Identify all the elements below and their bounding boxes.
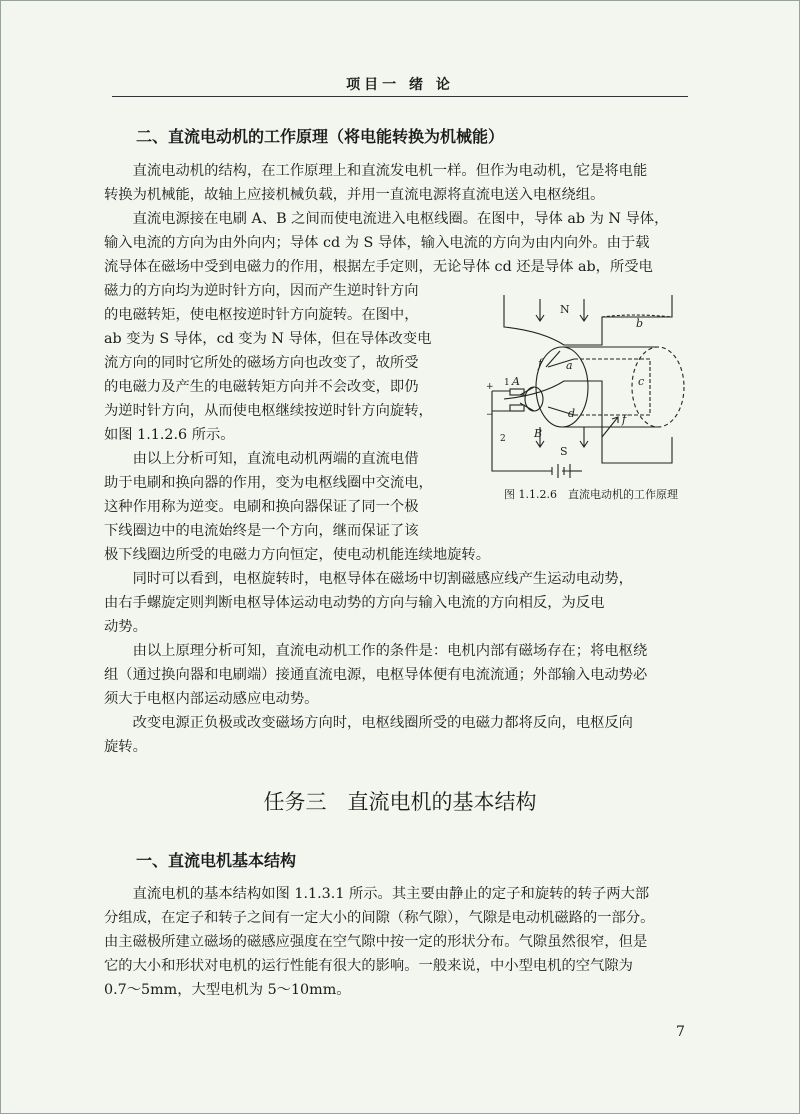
text-line: 同时可以看到，电枢旋转时，电枢导体在磁场中切割磁感应线产生运动电动势， <box>104 571 633 587</box>
figure-label-plus: + <box>486 382 494 392</box>
figure-caption: 图 1.1.2.6 直流电动机的工作原理 <box>504 488 678 501</box>
figure-label-2: 2 <box>500 434 506 444</box>
text-line: 这种作用称为逆变。电刷和换向器保证了同一个极 <box>104 499 419 515</box>
text-line: 助于电刷和换向器的作用，变为电枢线圈中交流电， <box>104 475 433 491</box>
text-line: 的电磁力及产生的电磁转矩方向并不会改变，即仍 <box>104 379 419 395</box>
text-line: 磁力的方向均为逆时针方向，因而产生逆时针方向 <box>104 283 419 299</box>
figure-label-n: N <box>560 303 570 316</box>
figure-label-brush-a: A <box>512 375 520 388</box>
section-heading-basic-structure: 一、直流电机基本结构 <box>136 851 297 870</box>
text-line: 改变电源正负极或改变磁场方向时，电枢线圈所受的电磁力都将反向，电枢反向 <box>104 715 633 731</box>
text-line: 直流电源接在电刷 A、B 之间而使电流进入电枢线圈。在图中，导体 ab 为 N 导体， <box>104 211 669 227</box>
figure-label-brush-b: B <box>534 427 543 440</box>
text-line: 0.7～5mm，大型电机为 5～10mm。 <box>104 982 351 998</box>
text-line: 组（通过换向器和电刷端）接通直流电源，电枢导体便有电流流通；外部输入电动势必 <box>104 667 648 683</box>
figure-label-a: a <box>566 359 573 372</box>
text-line: 由右手螺旋定则判断电枢导体运动电动势的方向与输入电流的方向相反，为反电 <box>104 595 605 611</box>
text-line: 分组成，在定子和转子之间有一定大小的间隙（称气隙），气隙是电动机磁路的一部分。 <box>104 910 655 926</box>
figure-label-minus: − <box>486 410 494 420</box>
running-head: 项目一 绪 论 <box>346 77 454 93</box>
figure-label-s: S <box>560 445 568 458</box>
text-line: 由主磁极所建立磁场的磁感应强度在空气隙中按一定的形状分布。气隙虽然很窄，但是 <box>104 934 648 950</box>
text-line: 的电磁转矩，使电枢按逆时针方向旋转。在图中， <box>104 307 419 323</box>
text-line: 转换为机械能，故轴上应接机械负载，并用一直流电源将直流电送入电枢绕组。 <box>104 187 605 203</box>
dc-motor-diagram <box>482 287 692 487</box>
text-line: 下线圈边中的电流始终是一个方向，继而保证了该 <box>104 523 419 539</box>
text-line: 由以上原理分析可知，直流电动机工作的条件是：电机内部有磁场存在；将电枢绕 <box>104 643 648 659</box>
figure-label-1: 1 <box>504 378 510 388</box>
header-rule <box>112 96 688 97</box>
text-line: ab 变为 S 导体，cd 变为 N 导体，但在导体改变电 <box>104 331 432 347</box>
text-line: 须大于电枢内部运动感应电动势。 <box>104 691 319 707</box>
text-line: 它的大小和形状对电机的运行性能有很大的影响。一般来说，中小型电机的空气隙为 <box>104 958 633 974</box>
figure-label-f-upper: f <box>538 357 543 370</box>
figure-label-b: b <box>636 317 644 330</box>
text-line: 旋转。 <box>104 739 147 755</box>
text-line: 流导体在磁场中受到电磁力的作用，根据左手定则，无论导体 cd 还是导体 ab，所受电 <box>104 259 653 275</box>
page-number: 7 <box>676 1024 685 1040</box>
text-line: 直流电机的基本结构如图 1.1.3.1 所示。其主要由静止的定子和旋转的转子两大部 <box>104 886 650 902</box>
text-line: 由以上分析可知，直流电动机两端的直流电借 <box>104 451 419 467</box>
figure-label-d: d <box>568 407 576 420</box>
section-heading-working-principle: 二、直流电动机的工作原理（将电能转换为机械能） <box>136 127 505 146</box>
text-line: 直流电动机的结构，在工作原理上和直流发电机一样。但作为电动机，它是将电能 <box>104 163 648 179</box>
figure-label-f-lower: f <box>622 413 627 426</box>
text-line: 极下线圈边所受的电磁力方向恒定，使电动机能连续地旋转。 <box>104 547 491 563</box>
task-heading: 任务三 直流电机的基本结构 <box>263 790 537 814</box>
figure-label-c: c <box>638 375 645 388</box>
text-line: 流方向的同时它所处的磁场方向也改变了，故所受 <box>104 355 419 371</box>
text-line: 动势。 <box>104 619 147 635</box>
text-line: 如图 1.1.2.6 所示。 <box>104 427 235 443</box>
text-line: 为逆时针方向，从而使电枢继续按逆时针方向旋转， <box>104 403 433 419</box>
text-line: 输入电流的方向为由外向内；导体 cd 为 S 导体，输入电流的方向为由内向外。由于载 <box>104 235 650 251</box>
